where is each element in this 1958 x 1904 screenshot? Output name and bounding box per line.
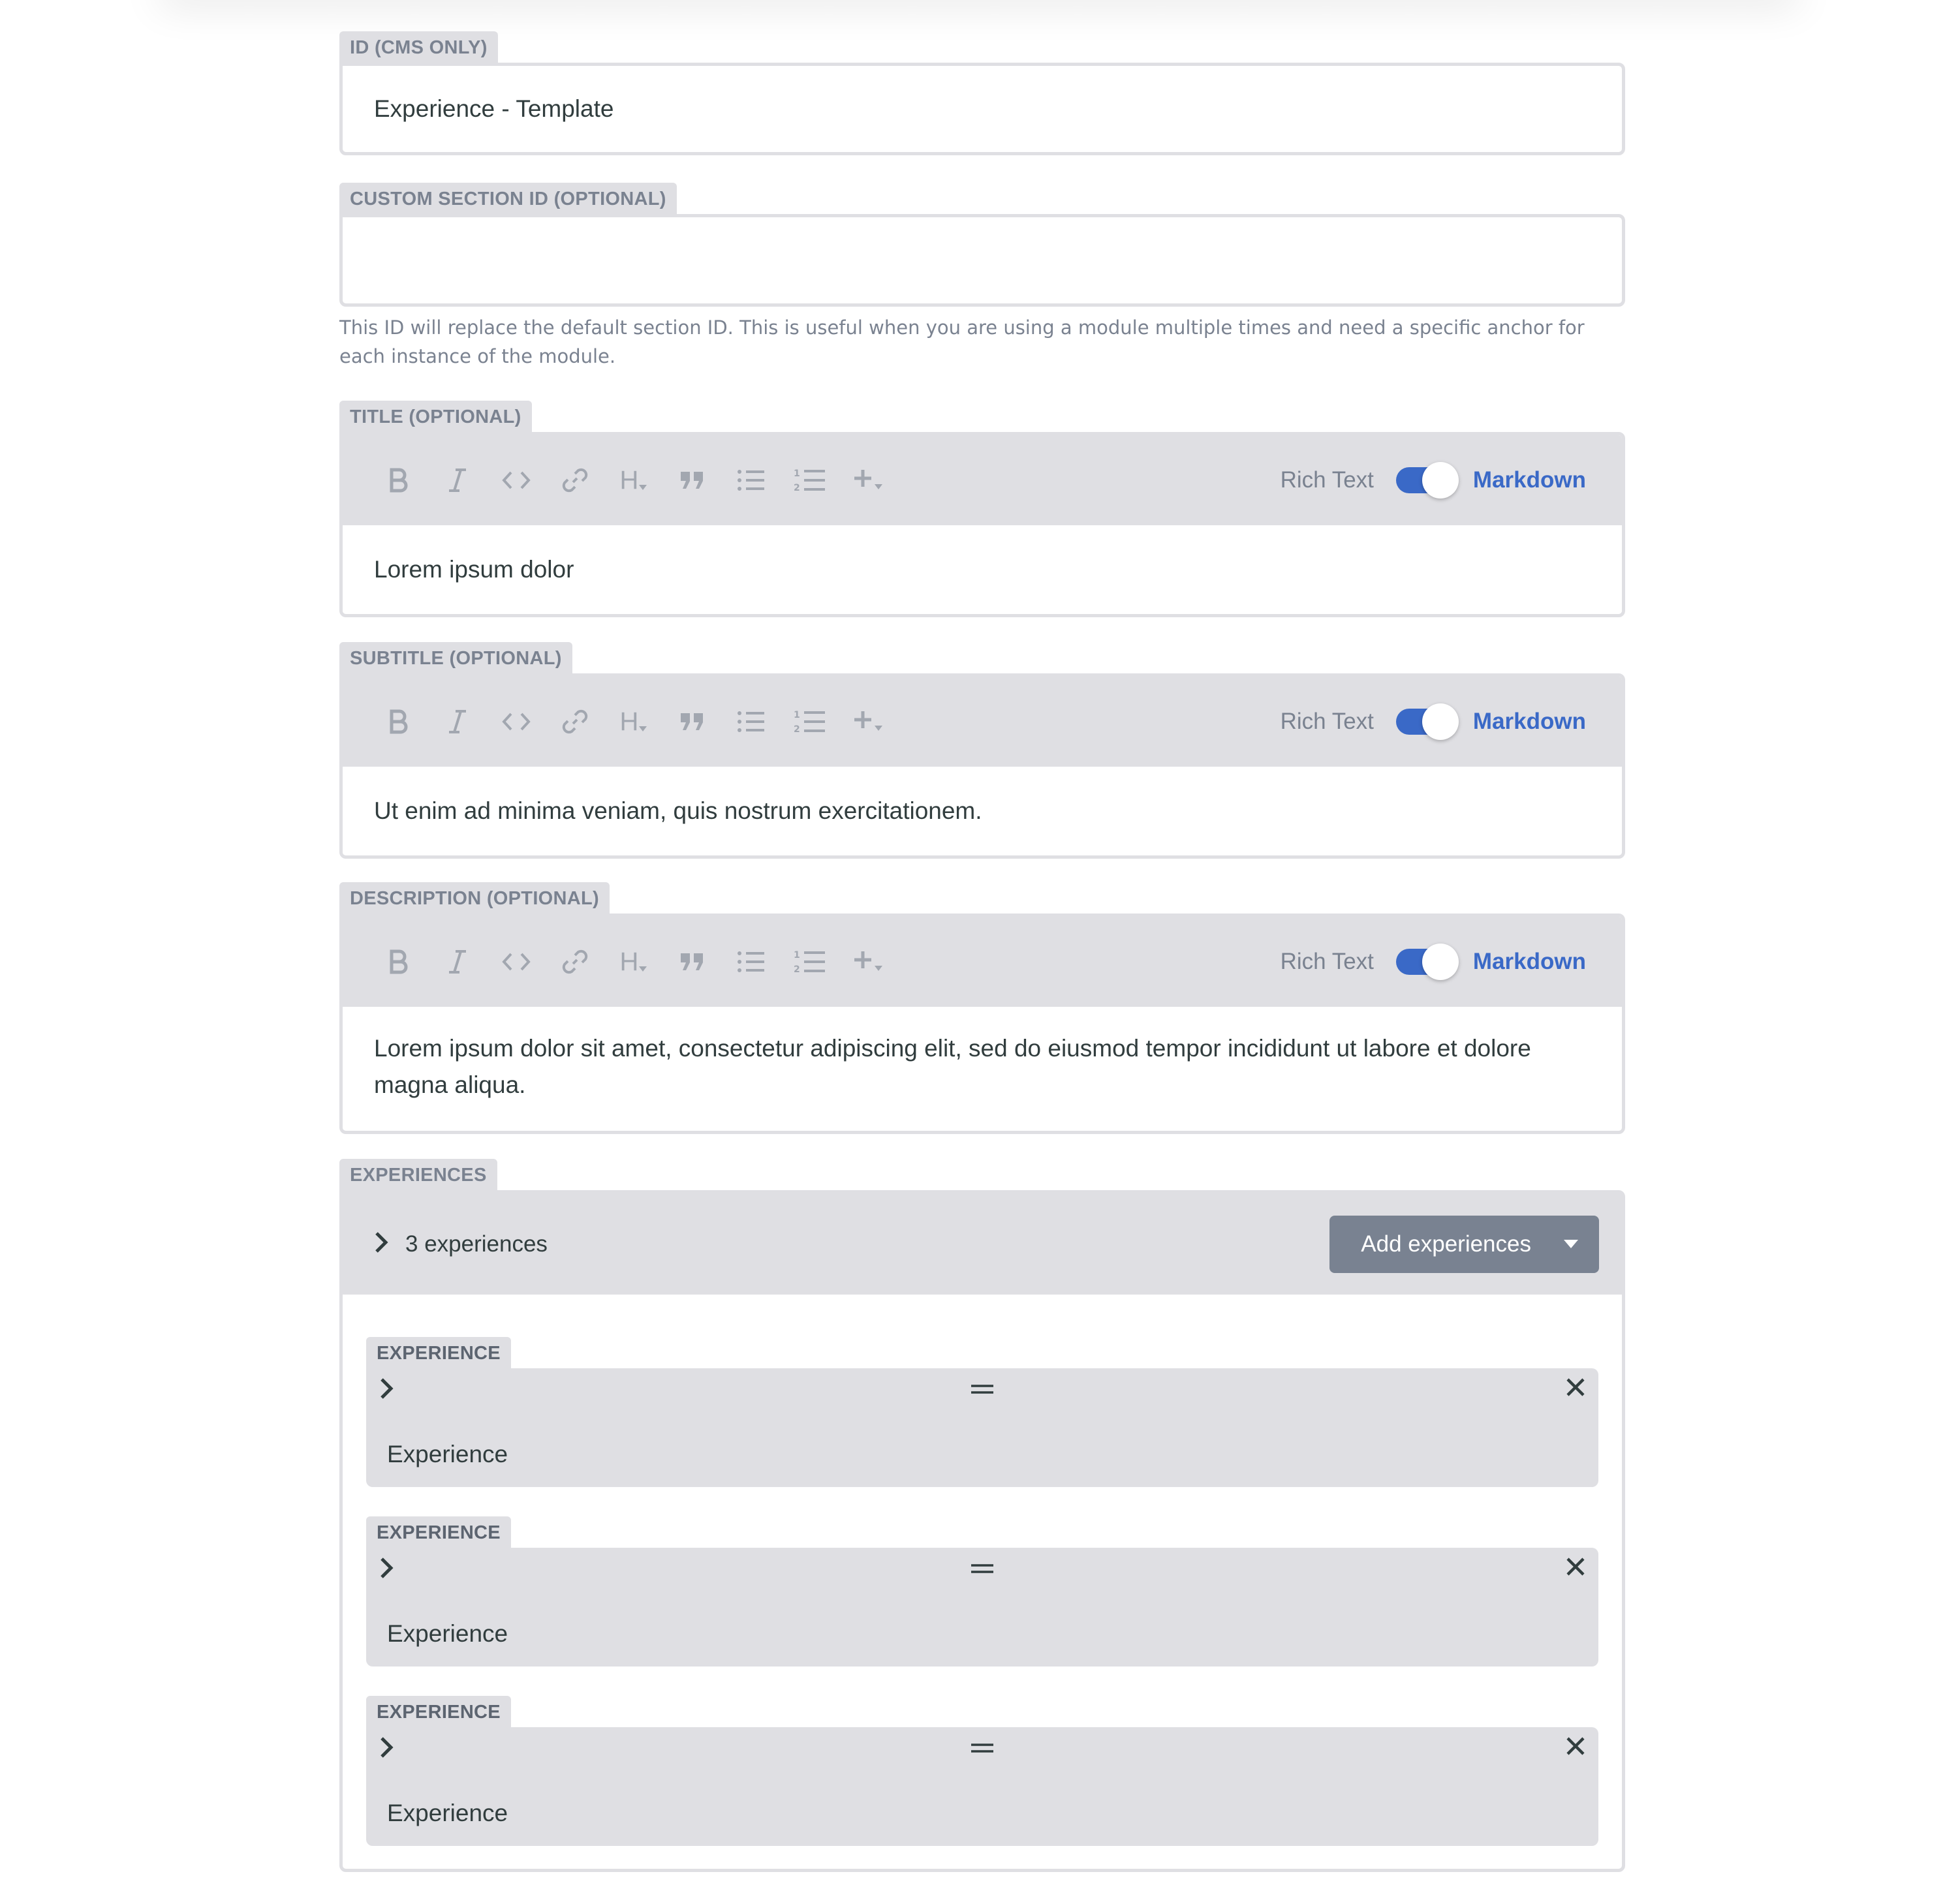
- experience-card[interactable]: [366, 1368, 1598, 1487]
- field-title: [339, 401, 1625, 617]
- quote-icon[interactable]: [669, 457, 716, 504]
- field-label: CUSTOM SECTION ID (OPTIONAL): [339, 183, 677, 214]
- title-editor: [339, 432, 1625, 617]
- field-label: SUBTITLE (OPTIONAL): [339, 642, 572, 673]
- subtitle-editor: [339, 673, 1625, 859]
- markdown-label[interactable]: Markdown: [1472, 709, 1586, 734]
- quote-icon[interactable]: [669, 938, 716, 985]
- title-value: Lorem ipsum dolor: [374, 556, 574, 583]
- collapse-chevron-icon[interactable]: [374, 1231, 388, 1257]
- field-label: EXPERIENCES: [339, 1159, 497, 1190]
- editor-toolbar: [343, 917, 1622, 1007]
- markdown-label[interactable]: Markdown: [1472, 949, 1586, 974]
- bulleted-list-icon[interactable]: [728, 457, 775, 504]
- quote-icon[interactable]: [669, 698, 716, 745]
- bold-icon[interactable]: [375, 698, 422, 745]
- description-editor-body[interactable]: [343, 1007, 1622, 1131]
- code-icon[interactable]: [493, 698, 540, 745]
- item-label: EXPERIENCE: [366, 1337, 511, 1368]
- field-label: ID (CMS ONLY): [339, 31, 498, 63]
- svg-text:1: 1: [794, 710, 800, 720]
- bulleted-list-icon[interactable]: [728, 938, 775, 985]
- subtitle-value: Ut enim ad minima veniam, quis nostrum exercitationem.: [374, 797, 982, 824]
- drag-handle-icon[interactable]: [971, 1743, 994, 1756]
- close-icon[interactable]: [1566, 1557, 1585, 1580]
- list-item: [366, 1516, 1598, 1666]
- subtitle-editor-body[interactable]: [343, 767, 1622, 855]
- add-plugin-icon[interactable]: [845, 938, 892, 985]
- toggle-knob: [1422, 703, 1459, 740]
- link-icon[interactable]: [552, 698, 598, 745]
- id-cms-value: Experience - Template: [374, 95, 614, 122]
- code-icon[interactable]: [493, 457, 540, 504]
- numbered-list-icon[interactable]: [786, 698, 833, 745]
- italic-icon[interactable]: [434, 938, 481, 985]
- rich-text-label[interactable]: Rich Text: [1280, 709, 1374, 734]
- experience-title: Experience: [387, 1800, 508, 1826]
- editor-toolbar: [343, 435, 1622, 525]
- heading-icon[interactable]: [610, 698, 657, 745]
- expand-chevron-icon[interactable]: [379, 1557, 394, 1582]
- add-experiences-label: Add experiences: [1361, 1231, 1531, 1257]
- bold-icon[interactable]: [375, 457, 422, 504]
- close-icon[interactable]: [1566, 1377, 1585, 1400]
- numbered-list-icon[interactable]: [786, 457, 833, 504]
- field-label: DESCRIPTION (OPTIONAL): [339, 882, 610, 914]
- expand-chevron-icon[interactable]: [379, 1377, 394, 1403]
- experiences-list-header: [343, 1193, 1622, 1295]
- experiences-list: [339, 1190, 1625, 1872]
- toggle-knob: [1422, 462, 1459, 499]
- close-icon[interactable]: [1566, 1736, 1585, 1759]
- numbered-list-icon[interactable]: [786, 938, 833, 985]
- add-plugin-icon[interactable]: [845, 698, 892, 745]
- id-cms-input[interactable]: [339, 63, 1625, 155]
- markdown-toggle[interactable]: [1396, 467, 1456, 493]
- rich-text-label[interactable]: Rich Text: [1280, 467, 1374, 493]
- rich-text-label[interactable]: Rich Text: [1280, 949, 1374, 974]
- code-icon[interactable]: [493, 938, 540, 985]
- description-value: Lorem ipsum dolor sit amet, consectetur adipiscing elit, sed do eiusmod tempor incididunt ut labore et dolore magna aliqua.: [374, 1035, 1531, 1098]
- experience-title: Experience: [387, 1441, 508, 1467]
- heading-glyph: H: [619, 707, 639, 736]
- experience-card[interactable]: [366, 1727, 1598, 1846]
- list-item: [366, 1696, 1598, 1846]
- caret-down-icon: [1564, 1240, 1578, 1248]
- link-icon[interactable]: [552, 457, 598, 504]
- svg-text:2: 2: [794, 964, 800, 975]
- add-experiences-button[interactable]: [1329, 1216, 1599, 1273]
- svg-text:1: 1: [794, 950, 800, 960]
- custom-section-id-hint: This ID will replace the default section ID. This is useful when you are using a module multiple times and need a specific anchor for each instance of the module.: [339, 316, 1585, 367]
- bulleted-list-icon[interactable]: [728, 698, 775, 745]
- field-label: TITLE (OPTIONAL): [339, 401, 532, 432]
- field-subtitle: [339, 642, 1625, 859]
- experiences-list-body: [343, 1295, 1622, 1869]
- add-plugin-icon[interactable]: [845, 457, 892, 504]
- heading-icon[interactable]: [610, 457, 657, 504]
- markdown-toggle[interactable]: [1396, 709, 1456, 735]
- toggle-knob: [1422, 944, 1459, 980]
- field-experiences: [339, 1159, 1625, 1872]
- svg-text:2: 2: [794, 724, 800, 735]
- field-description: [339, 882, 1625, 1134]
- heading-glyph: H: [619, 465, 639, 495]
- link-icon[interactable]: [552, 938, 598, 985]
- item-label: EXPERIENCE: [366, 1516, 511, 1548]
- drag-handle-icon[interactable]: [971, 1385, 994, 1397]
- svg-text:1: 1: [794, 468, 800, 479]
- item-label: EXPERIENCE: [366, 1696, 511, 1727]
- svg-text:2: 2: [794, 483, 800, 493]
- drag-handle-icon[interactable]: [971, 1564, 994, 1576]
- experiences-count: 3 experiences: [405, 1231, 548, 1257]
- heading-icon[interactable]: [610, 938, 657, 985]
- description-editor: [339, 914, 1625, 1134]
- heading-glyph: H: [619, 947, 639, 976]
- experience-title: Experience: [387, 1620, 508, 1647]
- markdown-label[interactable]: Markdown: [1472, 467, 1586, 493]
- title-editor-body[interactable]: [343, 525, 1622, 614]
- markdown-toggle[interactable]: [1396, 949, 1456, 975]
- custom-section-id-input[interactable]: [339, 214, 1625, 307]
- experience-card[interactable]: [366, 1548, 1598, 1666]
- expand-chevron-icon[interactable]: [379, 1736, 394, 1762]
- field-id-cms: [339, 31, 1625, 155]
- list-item: [366, 1337, 1598, 1487]
- italic-icon[interactable]: [434, 698, 481, 745]
- italic-icon[interactable]: [434, 457, 481, 504]
- bold-icon[interactable]: [375, 938, 422, 985]
- editor-toolbar: [343, 677, 1622, 767]
- field-custom-section-id: [339, 183, 1625, 371]
